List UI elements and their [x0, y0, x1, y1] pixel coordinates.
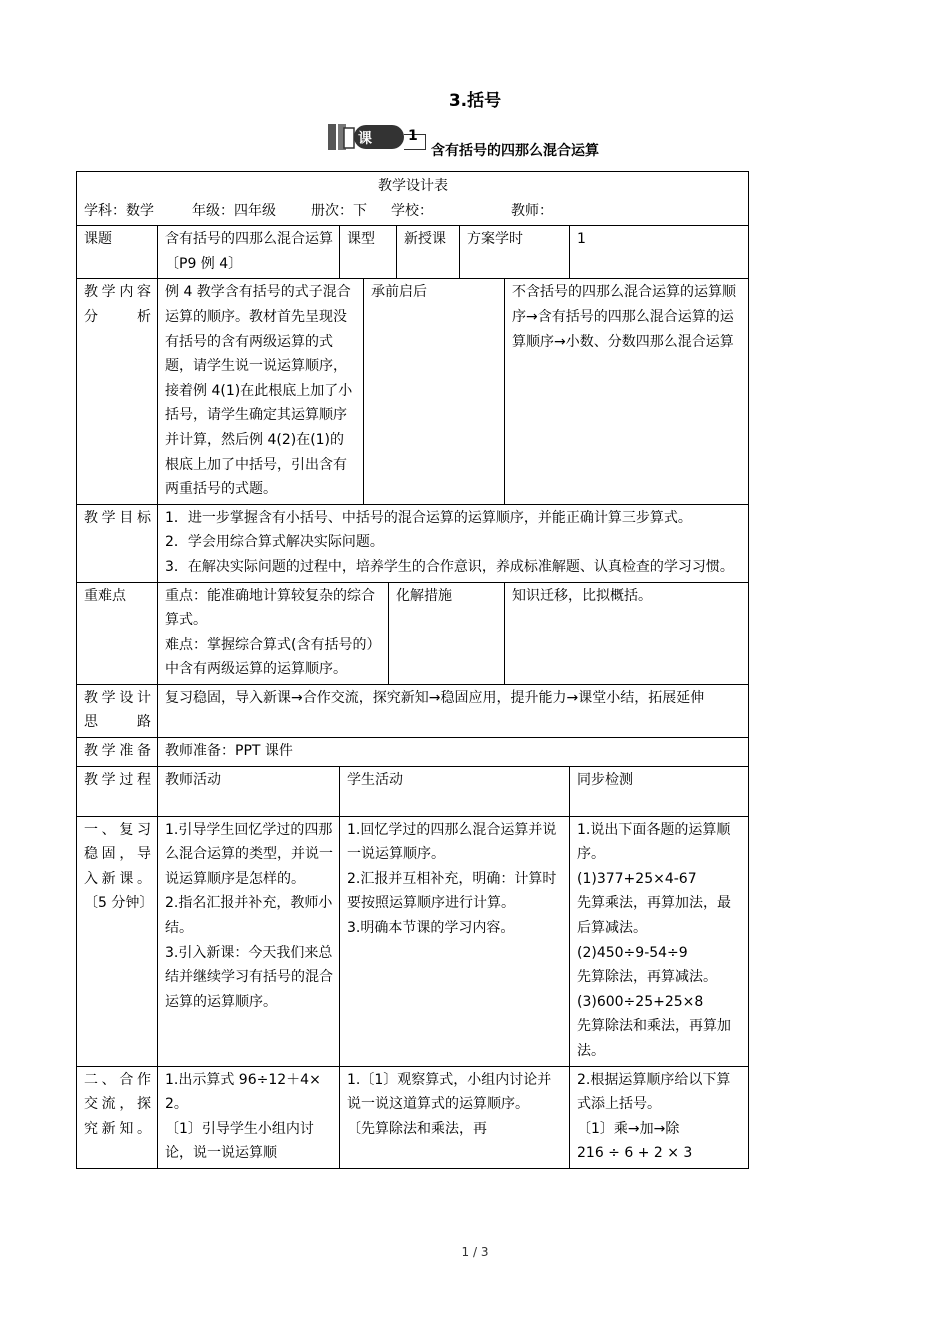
goal-item: 2．学会用综合算式解决实际问题。: [165, 534, 384, 551]
lesson-plan-table: [76, 171, 749, 1169]
table-row: [77, 684, 749, 737]
step2-check: [570, 1066, 749, 1168]
course-info: [84, 199, 742, 224]
row-label: 二、合作交流，探究新知。: [77, 1066, 158, 1168]
subject-field: 学科：数学: [84, 202, 154, 219]
lesson-badge-label: 课时: [358, 131, 372, 167]
list-item: (2)450÷9-54÷9: [577, 944, 688, 961]
key-mid-label: 化解措施: [389, 582, 505, 684]
list-item: 〔先算除法和乘法，再: [347, 1120, 487, 1137]
list-item: 1.引导学生回忆学过的四那么混合运算的类型，并说一说运算顺序是怎样的。: [165, 821, 333, 887]
hours-value: 1: [570, 226, 749, 279]
table-row: [77, 504, 749, 582]
row-label: 教学内容分析: [77, 279, 158, 504]
process-teacher-header: 教师活动: [158, 766, 340, 816]
key-mid-value: 知识迁移，比拟概括。: [505, 582, 749, 684]
row-label: 一、复习稳固，导入新课。〔5 分钟〕: [77, 816, 158, 1066]
page-number: 1 / 3: [461, 1245, 489, 1259]
step1-teacher: [158, 816, 340, 1066]
analysis-mid-label: 承前启后: [364, 279, 505, 504]
prep-content: 教师准备：PPT 课件: [158, 738, 749, 767]
analysis-mid-value: 不含括号的四那么混合运算的运算顺序→含有括号的四那么混合运算的运算顺序→小数、分数四那么混合运算: [505, 279, 749, 504]
list-item: 2.指名汇报并补充，教师小结。: [165, 895, 333, 937]
table-row: [77, 816, 749, 1066]
hours-label: 方案学时: [460, 226, 570, 279]
row-label: 重难点: [77, 582, 158, 684]
row-label: 教学过程: [77, 766, 158, 816]
process-student-header: 学生活动: [340, 766, 570, 816]
list-item: 3.明确本节课的学习内容。: [347, 920, 515, 937]
row-label: 教学目标: [77, 504, 158, 582]
list-item: 2.汇报并互相补充，明确：计算时要按照运算顺序进行计算。: [347, 870, 557, 912]
list-item: 1.说出下面各题的运算顺序。: [577, 821, 731, 863]
grade-field: 年级：四年级: [192, 202, 276, 219]
key-content: [158, 582, 389, 684]
table-row: [77, 1066, 749, 1168]
key-point: 重点：能准确地计算较复杂的综合算式。: [165, 587, 375, 629]
goals-content: [158, 504, 749, 582]
type-label: 课型: [340, 226, 397, 279]
analysis-content: 例 4 教学含有括号的式子混合运算的顺序。教材首先呈现没有括号的含有两级运算的式题，请学生说一说运算顺序，接着例 4(1)在此根底上加了小括号，请学生确定其运算顺序并计算，然后例 4(2)在(1)的根底上加了中括号，引出含有两重括号的式题。: [158, 279, 364, 504]
lesson-badge-number: 1: [408, 128, 418, 144]
list-item: 〔1〕引导学生小组内讨论，说一说运算顺: [165, 1120, 314, 1162]
school-field: 学校：: [391, 202, 433, 219]
process-check-header: 同步检测: [570, 766, 749, 816]
step2-teacher: [158, 1066, 340, 1168]
list-item: 1.〔1〕观察算式，小组内讨论并说一说这道算式的运算顺序。: [347, 1071, 552, 1113]
teacher-field: 教师：: [511, 202, 553, 219]
volume-field: 册次：下: [311, 202, 367, 219]
list-item: 先算除法，再算减法。: [577, 969, 717, 986]
table-header-row: [77, 172, 749, 226]
step2-student: [340, 1066, 570, 1168]
row-label: 教学准备: [77, 738, 158, 767]
type-value: 新授课: [397, 226, 460, 279]
list-item: 216 ÷ 6 + 2 × 3: [577, 1145, 693, 1162]
row-label: 课题: [77, 226, 158, 279]
topic-value: 含有括号的四那么混合运算〔P9 例 4〕: [158, 226, 340, 279]
page-title: 3.括号: [448, 91, 502, 111]
list-item: 〔1〕乘→加→除: [577, 1120, 680, 1137]
list-item: 2.根据运算顺序给以下算式添上括号。: [577, 1071, 731, 1113]
design-content: 复习稳固，导入新课→合作交流，探究新知→稳固应用，提升能力→课堂小结，拓展延伸: [158, 684, 749, 737]
list-item: 先算乘法，再算加法，最后算减法。: [577, 895, 731, 937]
list-item: 1.回忆学过的四那么混合运算并说一说运算顺序。: [347, 821, 557, 863]
table-row: [77, 582, 749, 684]
list-item: 1.出示算式 96÷12＋4×2。: [165, 1071, 321, 1113]
difficulty-point: 难点：掌握综合算式(含有括号的）中含有两级运算的运算顺序。: [165, 636, 381, 678]
list-item: (3)600÷25+25×8: [577, 993, 704, 1010]
goal-item: 1．进一步掌握含有小括号、中括号的混合运算的运算顺序，并能正确计算三步算式。: [165, 509, 692, 526]
table-header: 教学设计表: [378, 178, 449, 194]
list-item: 先算除法和乘法，再算加法。: [577, 1018, 731, 1059]
list-item: (1)377+25×4-67: [577, 870, 697, 887]
step1-student: [340, 816, 570, 1066]
table-row: [77, 226, 749, 279]
goal-item: 3．在解决实际问题的过程中，培养学生的合作意识，养成标准解题、认真检查的学习习惯。: [165, 558, 734, 575]
list-item: 3.引入新课：今天我们来总结并继续学习有括号的混合运算的运算顺序。: [165, 944, 333, 1010]
step1-check: [570, 816, 749, 1066]
lesson-subtitle: 含有括号的四那么混合运算: [431, 143, 599, 159]
table-row: [77, 738, 749, 767]
table-row: [77, 766, 749, 816]
row-label: 教学设计思路: [77, 684, 158, 737]
table-row: [77, 279, 749, 504]
